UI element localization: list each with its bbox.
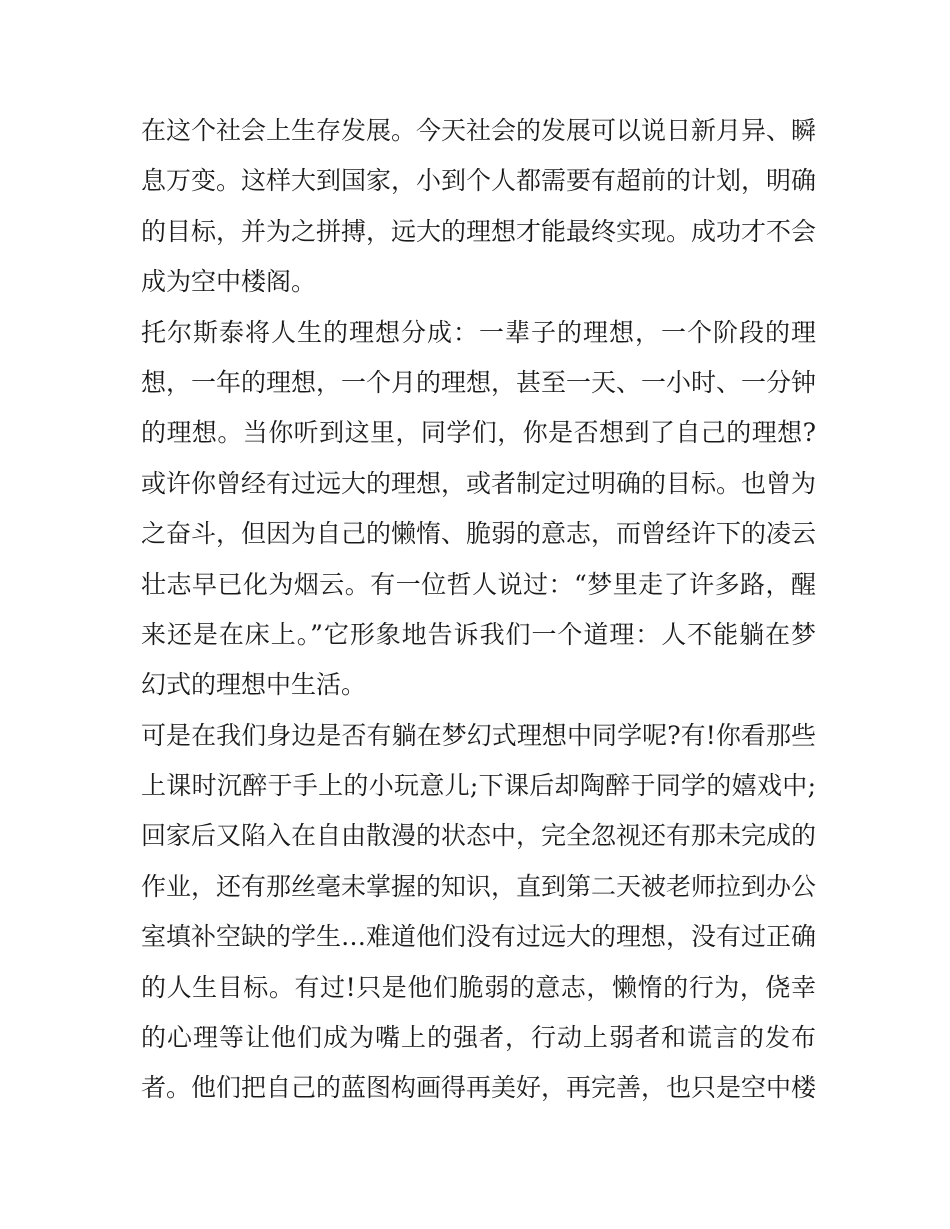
text-line: 可是在我们身边是否有躺在梦幻式理想中同学呢?有!你看那些	[141, 720, 816, 750]
body-text	[141, 106, 816, 1114]
text-line: 的心理等让他们成为嘴上的强者，行动上弱者和谎言的发布	[141, 1023, 816, 1053]
text-line: 者。他们把自己的蓝图构画得再美好，再完善，也只是空中楼	[141, 1073, 816, 1103]
text-line: 成为空中楼阁。	[141, 267, 317, 297]
text-line: 上课时沉醉于手上的小玩意儿;下课后却陶醉于同学的嬉戏中;	[141, 771, 816, 801]
text-line: 或许你曾经有过远大的理想，或者制定过明确的目标。也曾为	[141, 468, 816, 498]
text-line: 的人生目标。有过!只是他们脆弱的意志，懒惰的行为，侥幸	[141, 972, 816, 1002]
text-line: 托尔斯泰将人生的理想分成：一辈子的理想，一个阶段的理	[141, 317, 816, 347]
text-line: 来还是在床上。”它形象地告诉我们一个道理：人不能躺在梦	[141, 619, 816, 649]
text-line: 回家后又陷入在自由散漫的状态中，完全忽视还有那未完成的	[141, 821, 816, 851]
text-line: 的理想。当你听到这里，同学们，你是否想到了自己的理想?	[141, 418, 816, 448]
text-line: 息万变。这样大到国家，小到个人都需要有超前的计划，明确	[141, 166, 816, 196]
text-line: 之奋斗，但因为自己的懒惰、脆弱的意志，而曾经许下的凌云	[141, 519, 816, 549]
text-line: 想，一年的理想，一个月的理想，甚至一天、一小时、一分钟	[141, 367, 816, 397]
text-line: 壮志早已化为烟云。有一位哲人说过：“梦里走了许多路，醒	[141, 569, 816, 599]
text-line: 室填补空缺的学生…难道他们没有过远大的理想，没有过正确	[141, 922, 816, 952]
text-line: 的目标，并为之拼搏，远大的理想才能最终实现。成功才不会	[141, 216, 816, 246]
text-line: 在这个社会上生存发展。今天社会的发展可以说日新月异、瞬	[141, 116, 816, 145]
text-line: 作业，还有那丝毫未掌握的知识，直到第二天被老师拉到办公	[141, 871, 816, 901]
text-line: 幻式的理想中生活。	[141, 670, 367, 700]
